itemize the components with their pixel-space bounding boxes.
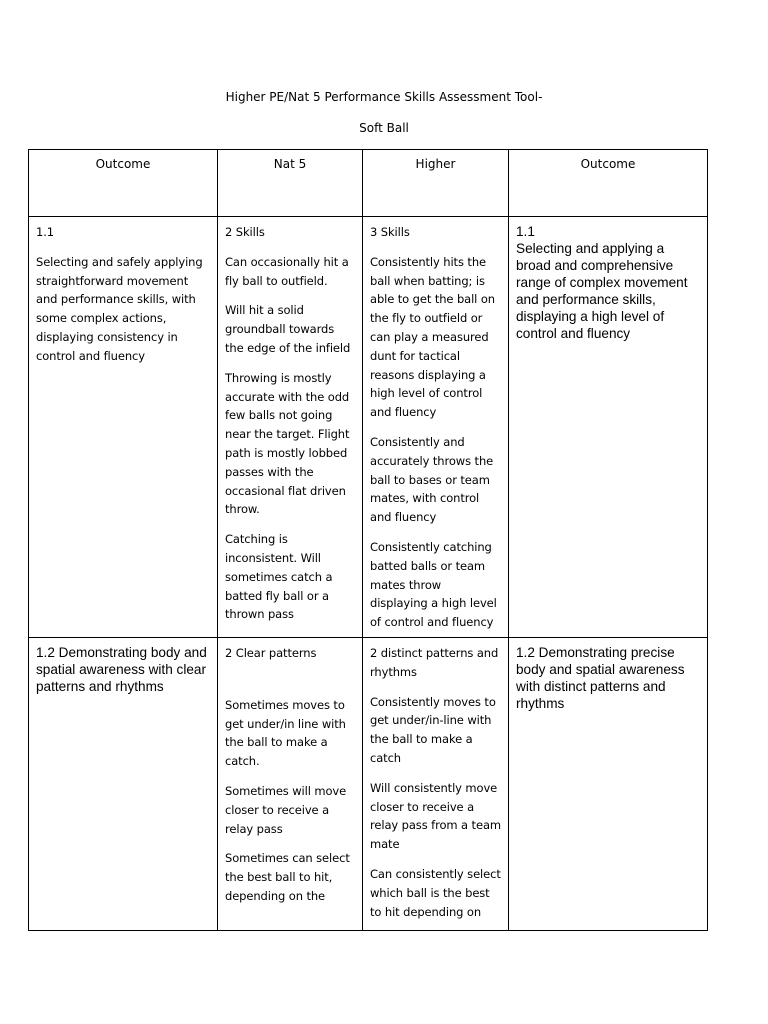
row1-outcome-right-text: Selecting and applying a broad and comprehensive range of complex movement and performance skills, displaying a high level of control and fluency bbox=[516, 241, 688, 341]
document-subtitle: Soft Ball bbox=[359, 121, 409, 135]
row1-outcome-right-number: 1.1 bbox=[516, 224, 535, 239]
row2-outcome-right-cell bbox=[509, 638, 708, 931]
row1-outcome-left-text: Selecting and safely applying straightforward movement and performance skills, with some complex actions, displaying consistency in control and fluency bbox=[36, 254, 203, 363]
row2-outcome-left-text: 1.2 Demonstrating body and spatial awareness with clear patterns and rhythms bbox=[36, 645, 207, 694]
assessment-table bbox=[28, 149, 708, 931]
row2-nat5-heading: 2 Clear patterns bbox=[225, 646, 317, 660]
row1-nat5-cell bbox=[218, 217, 363, 638]
row1-nat5-paragraph: Throwing is mostly accurate with the odd few balls not going near the target. Flight path is mostly lobbed passes with the occasional flat driven throw. bbox=[225, 370, 350, 517]
row2-higher-paragraph: Will consistently move closer to receive a relay pass from a team mate bbox=[370, 780, 501, 852]
row2-higher-cell bbox=[363, 638, 509, 931]
row1-higher-paragraph: Consistently catching batted balls or team mates throw displaying a high level of control and fluency bbox=[370, 539, 497, 630]
row2-higher-paragraph: Can consistently select which ball is the best to hit depending on bbox=[370, 866, 501, 919]
row1-outcome-left-cell bbox=[29, 217, 218, 638]
row2-nat5-paragraph: Sometimes can select the best ball to hit, depending on the bbox=[225, 851, 350, 903]
table-row-1-2 bbox=[29, 638, 708, 931]
row2-nat5-paragraph: Sometimes will move closer to receive a relay pass bbox=[225, 783, 347, 836]
row1-nat5-paragraph: Catching is inconsistent. Will sometimes catch a batted fly ball or a thrown pass bbox=[225, 532, 333, 622]
row1-outcome-left-number: 1.1 bbox=[36, 225, 54, 239]
table-row-1-1 bbox=[29, 217, 708, 638]
row1-nat5-paragraph: Will hit a solid groundball towards the edge of the infield bbox=[225, 303, 351, 355]
row1-nat5-paragraph: Can occasionally hit a fly ball to outfield. bbox=[225, 254, 349, 288]
row1-higher-heading: 3 Skills bbox=[370, 225, 410, 239]
row1-outcome-right-cell bbox=[509, 217, 708, 638]
row1-higher-paragraph: Consistently and accurately throws the ball to bases or team mates, with control and fluency bbox=[370, 434, 494, 525]
row2-nat5-cell bbox=[218, 638, 363, 931]
row1-higher-cell bbox=[363, 217, 509, 638]
header-nat5: Nat 5 bbox=[218, 150, 363, 217]
row2-outcome-right-text: 1.2 Demonstrating precise body and spatial awareness with distinct patterns and rhythms bbox=[516, 645, 685, 711]
row1-higher-paragraph: Consistently hits the ball when batting; is able to get the ball on the fly to outfield or can play a measured dunt for tactical reasons displaying a high level of control and fluency bbox=[370, 254, 495, 420]
header-outcome-left: Outcome bbox=[29, 150, 218, 217]
row1-nat5-heading: 2 Skills bbox=[225, 225, 265, 239]
header-outcome-right: Outcome bbox=[509, 150, 708, 217]
row2-nat5-paragraph: Sometimes moves to get under/in line with the ball to make a catch. bbox=[225, 697, 346, 769]
document-title: Higher PE/Nat 5 Performance Skills Assessment Tool- bbox=[225, 90, 543, 104]
row2-outcome-left-cell bbox=[29, 638, 218, 931]
header-higher: Higher bbox=[363, 150, 509, 217]
row2-higher-heading: 2 distinct patterns and rhythms bbox=[370, 646, 499, 679]
row2-higher-paragraph: Consistently moves to get under/in-line with the ball to make a catch bbox=[370, 694, 496, 765]
table-header-row bbox=[29, 150, 708, 217]
